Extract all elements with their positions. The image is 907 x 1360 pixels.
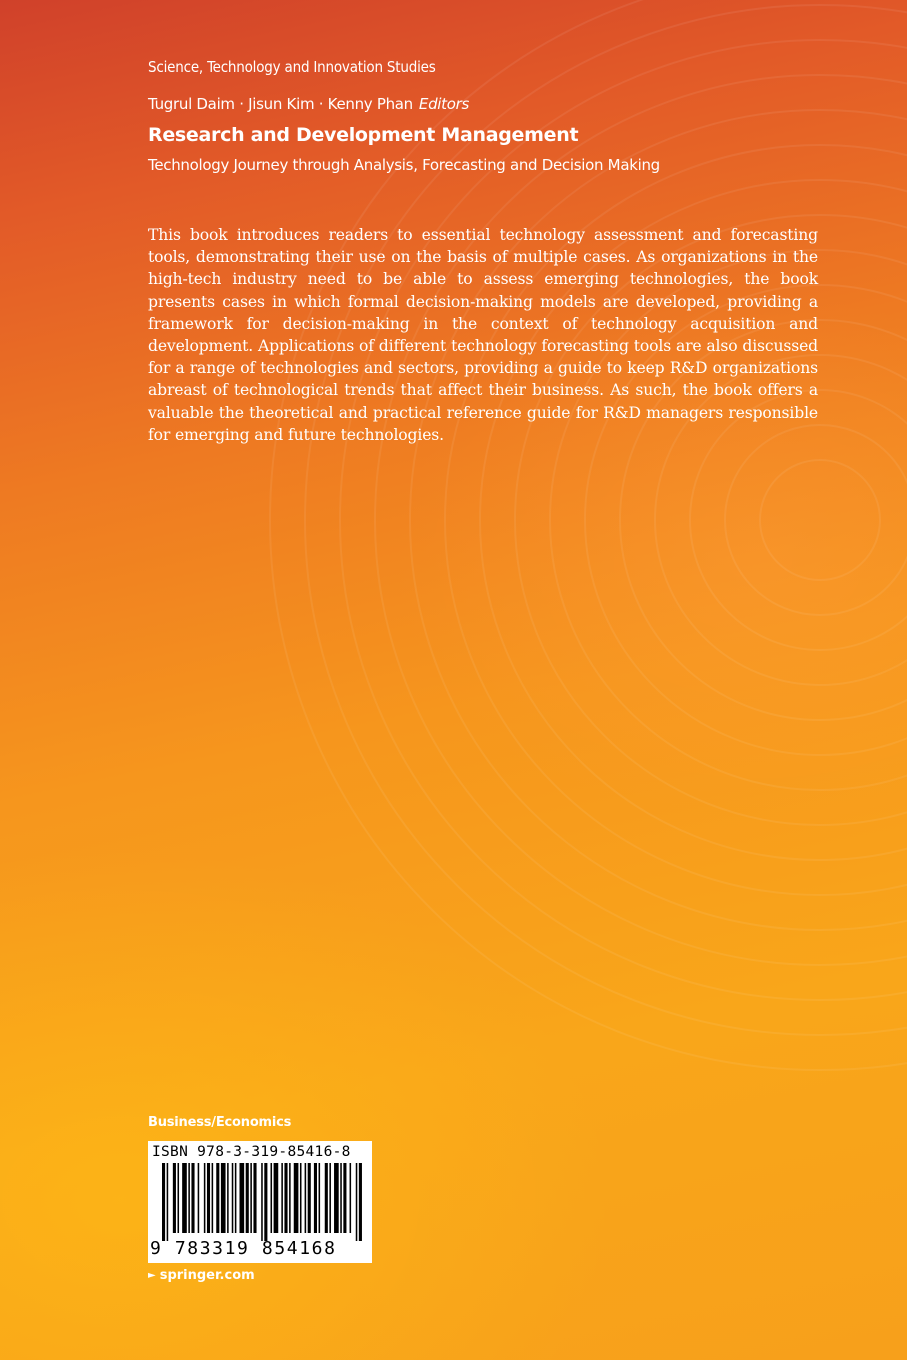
series-title: Science, Technology and Innovation Studies [148,58,436,76]
arrow-right-icon: ► [148,1270,156,1281]
editor-names: Tugrul Daim · Jisun Kim · Kenny Phan [148,95,413,113]
barcode-bars [162,1163,362,1241]
subject-category: Business/Economics [148,1115,292,1130]
website-label: springer.com [159,1268,255,1283]
book-description: This book introduces readers to essential technology assessment and forecasting tools, demonstrating their use on the basis of multiple cases. As organizations in the high-tech industry need to be able to assess emerging technologies, the book presents cases in which formal decision-making models are developed, providing a framework for decision-making in the context of technology acquisition and development. Applications of different technology forecasting tools are also discussed for a range of technologies and sectors, providing a guide to keep R&D organizations abreast of technological trends that affect their business. As such, the book offers a valuable the theoretical and practical reference guide for R&D managers responsible for emerging and future technologies. [148,226,818,444]
book-title: Research and Development Management [148,124,579,146]
publisher-website[interactable] [148,1268,255,1283]
editors-role: Editors [418,95,469,113]
isbn-barcode [148,1141,372,1263]
editors-line [148,95,469,113]
ean-digits: 9 783319 854168 [150,1238,337,1259]
isbn-label: ISBN 978-3-319-85416-8 [152,1144,351,1160]
book-subtitle: Technology Journey through Analysis, Forecasting and Decision Making [148,156,660,174]
